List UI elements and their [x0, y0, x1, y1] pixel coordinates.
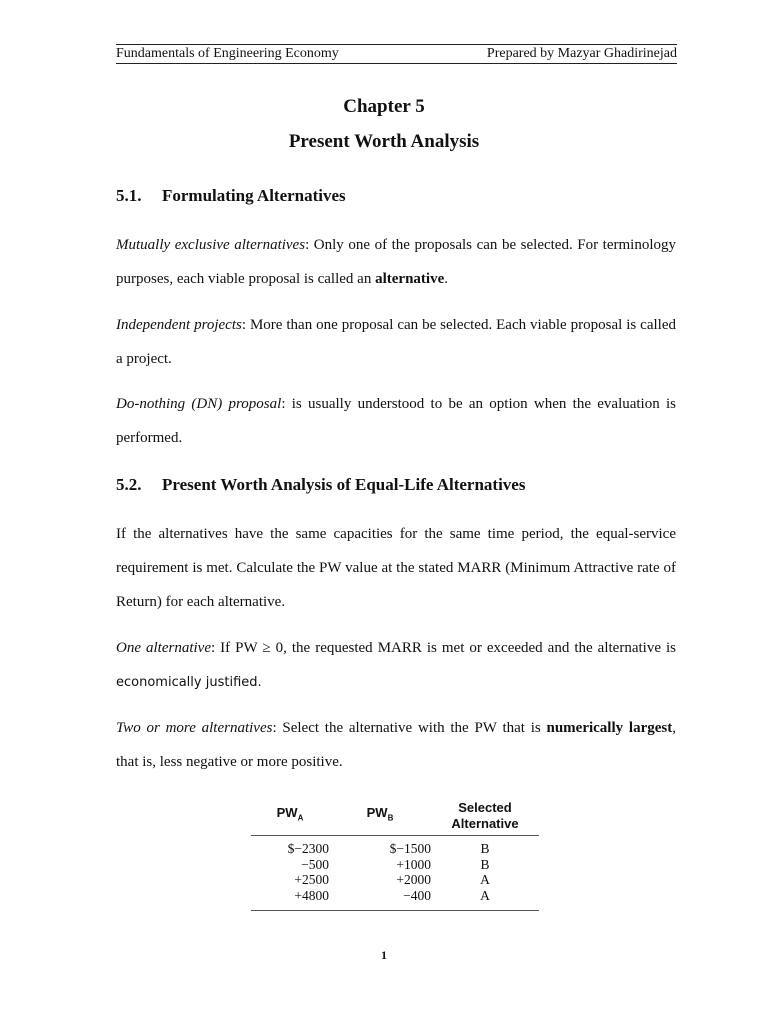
paragraph-tail: . [444, 271, 448, 287]
term: Do-nothing (DN) proposal [116, 396, 282, 412]
cell-pw-b: +2000 [396, 872, 431, 887]
term: Mutually exclusive alternatives [116, 237, 306, 253]
paragraph-mutually-exclusive [116, 228, 676, 296]
table-header-row [251, 798, 539, 836]
cell-pw-a: +2500 [294, 872, 329, 887]
table-row [251, 857, 539, 873]
paragraph-text: : If PW ≥ 0, the requested MARR is met or exceeded and the alternative is [210, 640, 676, 656]
cell-pw-b: $−1500 [389, 841, 431, 856]
header-pw-a: $PW_A$ [251, 798, 329, 836]
paragraph-independent-projects [116, 308, 676, 376]
paragraph-equal-service: If the alternatives have the same capacities for the same time period, the equal-service requirement is met. Calculate the PW value at the stated MARR (Minimum Attractive rate of Return) for each alternative. [116, 526, 676, 610]
cell-selected: A [480, 872, 490, 887]
term: One alternative [116, 640, 211, 656]
paragraph-one-alternative [116, 631, 676, 700]
term: Independent projects [116, 317, 242, 333]
cell-pw-a: $−2300 [287, 841, 329, 856]
cell-pw-a: −500 [301, 856, 329, 872]
header-selected-alternative: Selected Alternative [431, 798, 539, 836]
table-row [251, 888, 539, 911]
table-row [251, 836, 539, 857]
header-right-text: Prepared by Mazyar Ghadirinejad [486, 46, 677, 61]
cell-selected: B [480, 841, 490, 856]
paragraph-tail: , that is, less negative or more positive. [116, 720, 676, 770]
table-row [251, 872, 539, 888]
paragraph-tail: economically justified. [116, 675, 262, 690]
chapter-number: Chapter 5 [343, 96, 425, 117]
paragraph-do-nothing [116, 387, 676, 455]
section-number: 5.2. [116, 475, 142, 494]
paragraph-text: : Select the alternative with the PW that is [272, 720, 547, 736]
section-title: Formulating Alternatives [162, 186, 346, 205]
section-heading-5-1 [116, 185, 346, 207]
page-header [116, 44, 677, 64]
header-pw-b: $PW_B$ [329, 798, 431, 836]
term: Two or more alternatives [116, 720, 273, 736]
paragraph-text: : is usually understood to be an option when the evaluation is performed. [116, 396, 676, 446]
cell-pw-a: +4800 [251, 888, 329, 911]
header-left-text: Fundamentals of Engineering Economy [116, 46, 339, 61]
page-number: 1 [381, 948, 387, 962]
bold-term: alternative [375, 271, 445, 287]
paragraph-text: : Only one of the proposals can be selected. For terminology purposes, each viable proposal is called an [116, 237, 677, 287]
section-title: Present Worth Analysis of Equal-Life Alternatives [162, 475, 526, 494]
pw-comparison-table [251, 798, 539, 911]
cell-pw-b: +1000 [396, 856, 431, 872]
cell-selected: A [431, 888, 539, 911]
cell-selected: B [480, 856, 490, 872]
section-heading-5-2 [116, 474, 525, 496]
cell-pw-b: −400 [329, 888, 431, 911]
paragraph-two-or-more [116, 711, 676, 779]
paragraph-text: : More than one proposal can be selected. Each viable proposal is called a project. [116, 317, 676, 367]
bold-term: numerically largest [546, 720, 673, 736]
section-number: 5.1. [116, 186, 142, 205]
chapter-title: Present Worth Analysis [288, 131, 480, 152]
